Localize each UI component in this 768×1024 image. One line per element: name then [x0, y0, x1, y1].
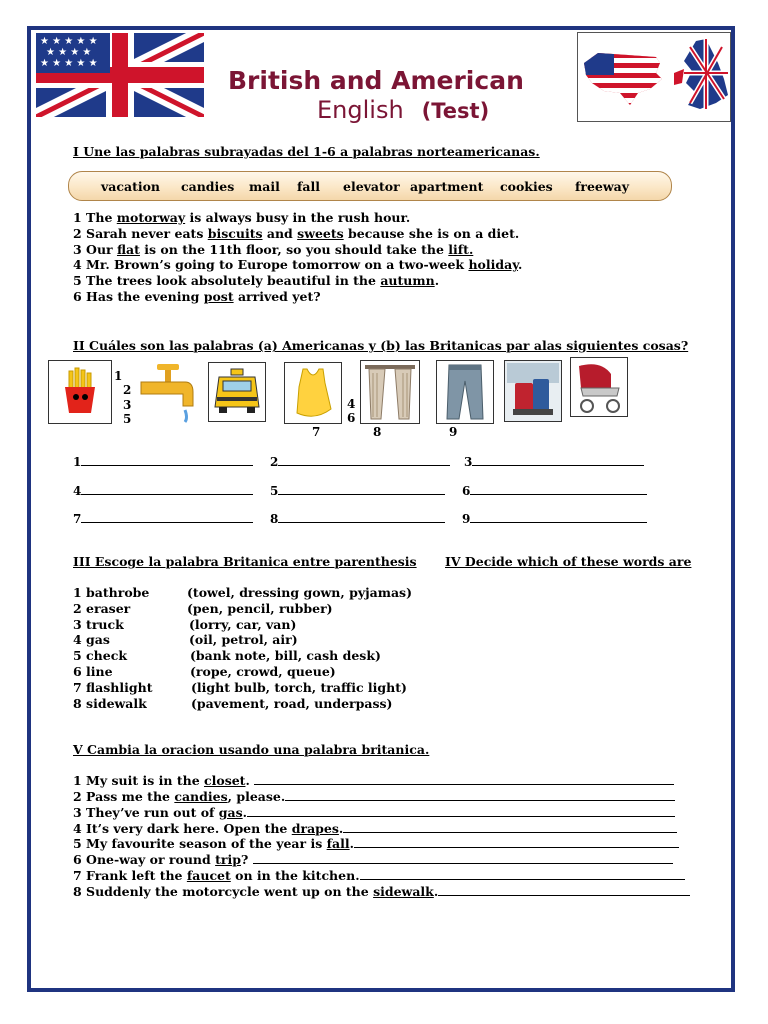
picture-number: 8 — [373, 425, 382, 439]
subtitle-english: English — [317, 96, 404, 124]
rewrite-sentence[interactable]: 3 They’ve run out of gas. — [73, 805, 675, 820]
section-3-list — [73, 585, 413, 711]
picture-number: 1 — [114, 369, 123, 383]
section-1-sentences — [73, 210, 522, 305]
picture-number: 7 — [312, 425, 321, 439]
vest-icon — [284, 362, 342, 424]
list-item: 4 gas (oil, petrol, air) — [73, 632, 298, 648]
section-5-heading: V Cambia la oracion usando una palabra britanica. — [73, 742, 430, 757]
answer-blank[interactable]: 9 — [462, 511, 647, 526]
sentence-3: 3 Our flat is on the 11th floor, so you should take the lift. — [73, 241, 474, 257]
section-3-heading: III Escoge la palabra Britanica entre parenthesis — [73, 554, 417, 569]
svg-text:★ ★ ★ ★ ★: ★ ★ ★ ★ ★ — [40, 36, 98, 47]
word-bank-item: freeway — [575, 179, 629, 194]
pram-icon — [570, 357, 628, 417]
svg-text:★ ★ ★ ★: ★ ★ ★ ★ — [46, 47, 92, 58]
sentence-5: 5 The trees look absolutely beautiful in the autumn. — [73, 273, 440, 289]
picture-number: 5 — [123, 412, 132, 426]
answer-blank[interactable]: 6 — [462, 483, 647, 498]
rewrite-sentence[interactable]: 6 One-way or round trip? — [73, 852, 673, 867]
picture-number: 2 — [123, 383, 132, 397]
subtitle-test: (Test) — [421, 99, 490, 123]
answer-blank[interactable]: 8 — [270, 511, 445, 526]
rewrite-sentence[interactable]: 5 My favourite season of the year is fall. — [73, 836, 679, 851]
answer-blank[interactable]: 3 — [464, 454, 644, 469]
svg-text:★ ★ ★ ★ ★: ★ ★ ★ ★ ★ — [40, 58, 98, 69]
list-item: 5 check (bank note, bill, cash desk) — [73, 648, 381, 664]
answer-blank[interactable]: 1 — [73, 454, 253, 469]
list-item: 2 eraser (pen, pencil, rubber) — [73, 600, 333, 616]
fries-icon — [48, 360, 112, 424]
answer-blank[interactable]: 7 — [73, 511, 253, 526]
word-bank-item: vacation — [101, 179, 161, 194]
picture-number: 4 — [347, 397, 356, 411]
page-subtitle — [317, 96, 489, 124]
picture-number: 6 — [347, 411, 356, 425]
sentence-4: 4 Mr. Brown’s going to Europe tomorrow on a two-week holiday. — [73, 257, 523, 273]
word-bank-item: candies — [181, 179, 235, 194]
section-2-heading: II Cuáles son las palabras (a) Americanas y (b) las Britanicas par alas siguientes cosas? — [73, 338, 689, 353]
trousers-icon — [436, 360, 494, 424]
section-4-heading: IV Decide which of these words are — [445, 554, 692, 569]
word-bank-item: cookies — [500, 179, 553, 194]
rewrite-sentence[interactable]: 4 It’s very dark here. Open the drapes. — [73, 821, 677, 836]
list-item: 6 line (rope, crowd, queue) — [73, 663, 336, 679]
rewrite-sentence[interactable]: 7 Frank left the faucet on in the kitchen. — [73, 868, 685, 883]
word-bank-item: fall — [297, 179, 320, 194]
picture-number: 3 — [123, 398, 132, 412]
sentence-2: 2 Sarah never eats biscuits and sweets because she is on a diet. — [73, 225, 520, 241]
page-title: British and American — [228, 66, 524, 95]
sentence-1: 1 The motorway is always busy in the rush hour. — [73, 210, 411, 225]
answer-blank[interactable]: 2 — [270, 454, 450, 469]
rewrite-sentence[interactable]: 8 Suddenly the motorcycle went up on the sidewalk. — [73, 884, 690, 899]
taxi-icon — [208, 362, 266, 422]
faucet-icon — [137, 362, 195, 424]
luggage-icon — [504, 360, 562, 422]
uk-us-flag-icon — [36, 33, 204, 117]
picture-number: 9 — [449, 425, 458, 439]
section-1-heading: I Une las palabras subrayadas del 1-6 a palabras norteamericanas. — [73, 144, 540, 159]
list-item: 7 flashlight (light bulb, torch, traffic light) — [73, 679, 407, 695]
list-item: 3 truck (lorry, car, van) — [73, 616, 297, 632]
answer-blank[interactable]: 5 — [270, 483, 445, 498]
list-item: 8 sidewalk (pavement, road, underpass) — [73, 695, 393, 711]
rewrite-sentence[interactable]: 2 Pass me the candies, please. — [73, 789, 675, 804]
word-bank — [68, 171, 672, 201]
sentence-6: 6 Has the evening post arrived yet? — [73, 288, 321, 304]
answer-blank[interactable]: 4 — [73, 483, 253, 498]
rewrite-sentence[interactable]: 1 My suit is in the closet. — [73, 773, 674, 788]
word-bank-item: mail — [249, 179, 280, 194]
usa-uk-map-icon — [577, 32, 731, 122]
list-item: 1 bathrobe (towel, dressing gown, pyjamas) — [73, 585, 413, 600]
curtains-icon — [360, 360, 420, 424]
word-bank-item: apartment — [410, 179, 484, 194]
word-bank-item: elevator — [343, 179, 400, 194]
